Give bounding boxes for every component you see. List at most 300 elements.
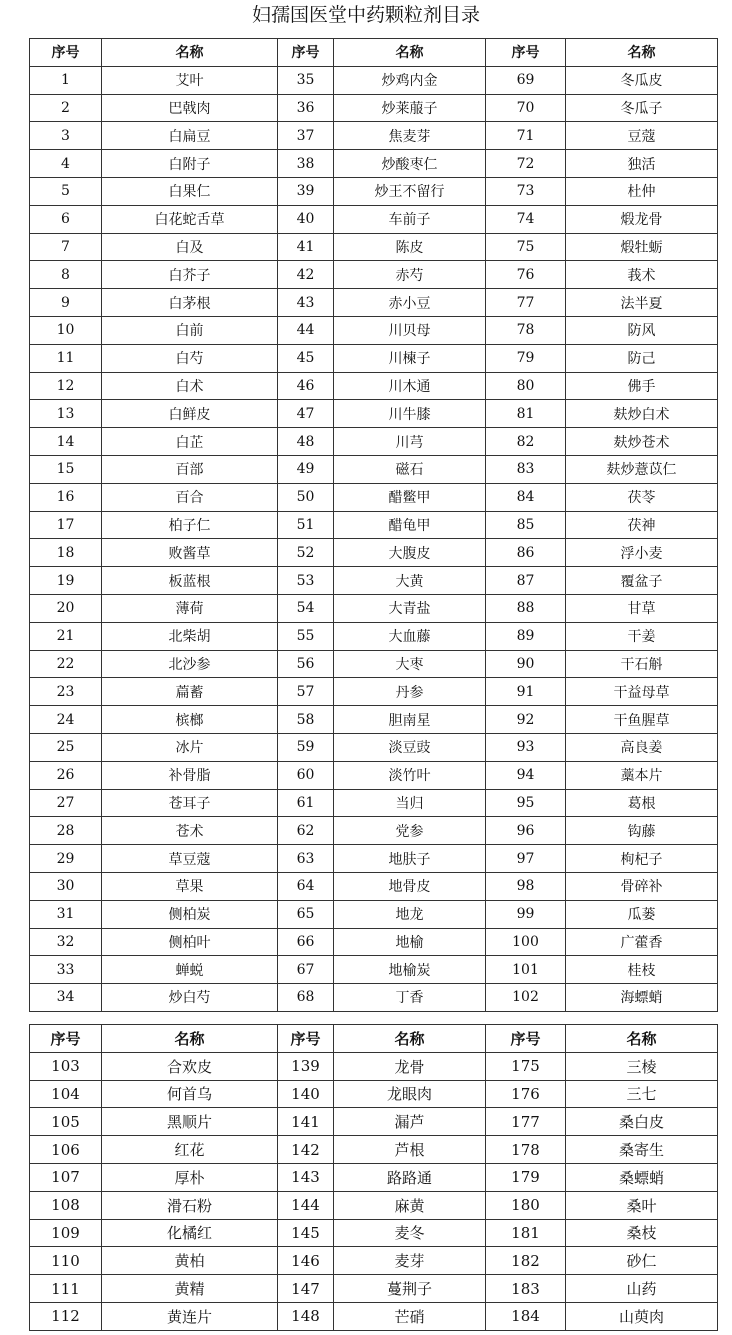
item-number-cell: 19 [30,567,102,595]
herb-name-cell: 黑顺片 [102,1108,278,1136]
table-row [30,789,718,817]
table-row [30,1302,718,1330]
table-row [30,984,718,1012]
item-number-cell: 76 [486,261,566,289]
column-header-number: 序号 [278,39,334,67]
herb-name-cell: 覆盆子 [566,567,718,595]
herb-name-cell: 桑螵蛸 [566,1163,718,1191]
herb-name-cell: 当归 [334,789,486,817]
herb-name-cell: 白果仁 [102,177,278,205]
item-number-cell: 1 [30,66,102,94]
table-row [30,845,718,873]
herb-name-cell: 麦芽 [334,1247,486,1275]
herb-name-cell: 川木通 [334,372,486,400]
item-number-cell: 61 [278,789,334,817]
item-number-cell: 139 [278,1052,334,1080]
herb-name-cell: 败酱草 [102,539,278,567]
herb-name-cell: 炒王不留行 [334,177,486,205]
herb-name-cell: 赤小豆 [334,289,486,317]
herb-name-cell: 龙眼肉 [334,1080,486,1108]
herb-name-cell: 艾叶 [102,66,278,94]
herb-name-cell: 胆南星 [334,706,486,734]
table-row [30,94,718,122]
item-number-cell: 5 [30,177,102,205]
item-number-cell: 77 [486,289,566,317]
table-row [30,678,718,706]
item-number-cell: 43 [278,289,334,317]
item-number-cell: 93 [486,733,566,761]
herb-name-cell: 补骨脂 [102,761,278,789]
herb-name-cell: 钩藤 [566,817,718,845]
item-number-cell: 100 [486,928,566,956]
item-number-cell: 180 [486,1191,566,1219]
herb-name-cell: 黄连片 [102,1302,278,1330]
herb-name-cell: 枸杞子 [566,845,718,873]
item-number-cell: 21 [30,622,102,650]
column-header-name: 名称 [334,1025,486,1053]
item-number-cell: 69 [486,66,566,94]
herb-name-cell: 黄柏 [102,1247,278,1275]
column-header-number: 序号 [30,39,102,67]
item-number-cell: 28 [30,817,102,845]
herb-name-cell: 地龙 [334,900,486,928]
table-row [30,1191,718,1219]
item-number-cell: 78 [486,316,566,344]
item-number-cell: 57 [278,678,334,706]
herb-name-cell: 麻黄 [334,1191,486,1219]
table-row [30,733,718,761]
herb-name-cell: 茯苓 [566,483,718,511]
table-row [30,567,718,595]
herb-name-cell: 白附子 [102,150,278,178]
table-row [30,1219,718,1247]
herb-name-cell: 磁石 [334,455,486,483]
herb-name-cell: 淡竹叶 [334,761,486,789]
table-header-row [30,1025,718,1053]
herb-name-cell: 百部 [102,455,278,483]
herb-name-cell: 冬瓜子 [566,94,718,122]
table-row [30,428,718,456]
herb-name-cell: 侧柏叶 [102,928,278,956]
herb-name-cell: 白扁豆 [102,122,278,150]
item-number-cell: 146 [278,1247,334,1275]
herb-name-cell: 白花蛇舌草 [102,205,278,233]
herb-name-cell: 炒莱菔子 [334,94,486,122]
item-number-cell: 4 [30,150,102,178]
herb-name-cell: 防己 [566,344,718,372]
catalog-table-1 [29,38,718,1012]
catalog-table-2 [29,1024,718,1331]
item-number-cell: 36 [278,94,334,122]
herb-name-cell: 地榆 [334,928,486,956]
item-number-cell: 40 [278,205,334,233]
item-number-cell: 86 [486,539,566,567]
item-number-cell: 55 [278,622,334,650]
table-row [30,1136,718,1164]
table-row [30,455,718,483]
herb-name-cell: 大腹皮 [334,539,486,567]
herb-name-cell: 漏芦 [334,1108,486,1136]
table-row [30,205,718,233]
herb-name-cell: 蔓荆子 [334,1275,486,1303]
herb-name-cell: 川牛膝 [334,400,486,428]
column-header-name: 名称 [102,1025,278,1053]
item-number-cell: 51 [278,511,334,539]
herb-name-cell: 薄荷 [102,594,278,622]
herb-name-cell: 白芥子 [102,261,278,289]
herb-name-cell: 炒白芍 [102,984,278,1012]
herb-name-cell: 桑枝 [566,1219,718,1247]
herb-name-cell: 芦根 [334,1136,486,1164]
table-row [30,650,718,678]
catalog-table-1-body [30,66,718,1011]
item-number-cell: 106 [30,1136,102,1164]
herb-name-cell: 煅牡蛎 [566,233,718,261]
catalog-table-2-body [30,1052,718,1330]
herb-name-cell: 陈皮 [334,233,486,261]
herb-name-cell: 大黄 [334,567,486,595]
table-row [30,483,718,511]
table-row [30,66,718,94]
table-row [30,706,718,734]
herb-name-cell: 龙骨 [334,1052,486,1080]
item-number-cell: 18 [30,539,102,567]
herb-name-cell: 干益母草 [566,678,718,706]
item-number-cell: 56 [278,650,334,678]
item-number-cell: 20 [30,594,102,622]
item-number-cell: 26 [30,761,102,789]
item-number-cell: 177 [486,1108,566,1136]
herb-name-cell: 三棱 [566,1052,718,1080]
table-row [30,872,718,900]
column-header-name: 名称 [566,39,718,67]
herb-name-cell: 桑寄生 [566,1136,718,1164]
herb-name-cell: 槟榔 [102,706,278,734]
herb-name-cell: 厚朴 [102,1163,278,1191]
item-number-cell: 141 [278,1108,334,1136]
column-header-name: 名称 [566,1025,718,1053]
table-row [30,289,718,317]
item-number-cell: 84 [486,483,566,511]
item-number-cell: 7 [30,233,102,261]
item-number-cell: 48 [278,428,334,456]
item-number-cell: 179 [486,1163,566,1191]
item-number-cell: 143 [278,1163,334,1191]
table-row [30,1163,718,1191]
herb-name-cell: 川芎 [334,428,486,456]
item-number-cell: 8 [30,261,102,289]
item-number-cell: 13 [30,400,102,428]
herb-name-cell: 蝉蜕 [102,956,278,984]
item-number-cell: 71 [486,122,566,150]
item-number-cell: 73 [486,177,566,205]
item-number-cell: 109 [30,1219,102,1247]
table-row [30,344,718,372]
item-number-cell: 31 [30,900,102,928]
item-number-cell: 35 [278,66,334,94]
item-number-cell: 3 [30,122,102,150]
table-row [30,122,718,150]
herb-name-cell: 藁本片 [566,761,718,789]
item-number-cell: 176 [486,1080,566,1108]
herb-name-cell: 杜仲 [566,177,718,205]
herb-name-cell: 滑石粉 [102,1191,278,1219]
herb-name-cell: 豆蔻 [566,122,718,150]
table-row [30,1275,718,1303]
table-row [30,956,718,984]
item-number-cell: 2 [30,94,102,122]
item-number-cell: 103 [30,1052,102,1080]
item-number-cell: 184 [486,1302,566,1330]
table-row [30,372,718,400]
column-header-number: 序号 [30,1025,102,1053]
item-number-cell: 80 [486,372,566,400]
item-number-cell: 83 [486,455,566,483]
item-number-cell: 42 [278,261,334,289]
herb-name-cell: 巴戟肉 [102,94,278,122]
item-number-cell: 74 [486,205,566,233]
herb-name-cell: 桑白皮 [566,1108,718,1136]
item-number-cell: 27 [30,789,102,817]
table-row [30,1108,718,1136]
herb-name-cell: 车前子 [334,205,486,233]
herb-name-cell: 桑叶 [566,1191,718,1219]
herb-name-cell: 醋龟甲 [334,511,486,539]
item-number-cell: 91 [486,678,566,706]
herb-name-cell: 白芍 [102,344,278,372]
herb-name-cell: 三七 [566,1080,718,1108]
item-number-cell: 148 [278,1302,334,1330]
herb-name-cell: 红花 [102,1136,278,1164]
herb-name-cell: 萹蓄 [102,678,278,706]
herb-name-cell: 化橘红 [102,1219,278,1247]
item-number-cell: 66 [278,928,334,956]
herb-name-cell: 大枣 [334,650,486,678]
column-header-name: 名称 [334,39,486,67]
herb-name-cell: 大青盐 [334,594,486,622]
item-number-cell: 79 [486,344,566,372]
table-row [30,817,718,845]
item-number-cell: 25 [30,733,102,761]
item-number-cell: 99 [486,900,566,928]
herb-name-cell: 白芷 [102,428,278,456]
herb-name-cell: 麦冬 [334,1219,486,1247]
item-number-cell: 33 [30,956,102,984]
item-number-cell: 15 [30,455,102,483]
herb-name-cell: 百合 [102,483,278,511]
herb-name-cell: 地榆炭 [334,956,486,984]
table-row [30,1052,718,1080]
item-number-cell: 147 [278,1275,334,1303]
item-number-cell: 11 [30,344,102,372]
herb-name-cell: 北柴胡 [102,622,278,650]
item-number-cell: 37 [278,122,334,150]
herb-name-cell: 焦麦芽 [334,122,486,150]
item-number-cell: 65 [278,900,334,928]
herb-name-cell: 莪术 [566,261,718,289]
herb-name-cell: 炒酸枣仁 [334,150,486,178]
herb-name-cell: 茯神 [566,511,718,539]
item-number-cell: 63 [278,845,334,873]
herb-name-cell: 防风 [566,316,718,344]
table-row [30,150,718,178]
item-number-cell: 182 [486,1247,566,1275]
herb-name-cell: 砂仁 [566,1247,718,1275]
item-number-cell: 102 [486,984,566,1012]
item-number-cell: 50 [278,483,334,511]
item-number-cell: 52 [278,539,334,567]
item-number-cell: 59 [278,733,334,761]
item-number-cell: 140 [278,1080,334,1108]
herb-name-cell: 山药 [566,1275,718,1303]
item-number-cell: 75 [486,233,566,261]
herb-name-cell: 麸炒苍术 [566,428,718,456]
herb-name-cell: 草果 [102,872,278,900]
item-number-cell: 6 [30,205,102,233]
item-number-cell: 16 [30,483,102,511]
column-header-number: 序号 [486,39,566,67]
item-number-cell: 17 [30,511,102,539]
item-number-cell: 96 [486,817,566,845]
table-header-row [30,39,718,67]
column-header-number: 序号 [486,1025,566,1053]
table-row [30,539,718,567]
herb-name-cell: 大血藤 [334,622,486,650]
page-title: 妇孺国医堂中药颗粒剂目录 [251,4,480,26]
herb-name-cell: 侧柏炭 [102,900,278,928]
item-number-cell: 14 [30,428,102,456]
item-number-cell: 181 [486,1219,566,1247]
item-number-cell: 92 [486,706,566,734]
item-number-cell: 97 [486,845,566,873]
herb-name-cell: 路路通 [334,1163,486,1191]
herb-name-cell: 北沙参 [102,650,278,678]
item-number-cell: 38 [278,150,334,178]
item-number-cell: 104 [30,1080,102,1108]
herb-name-cell: 板蓝根 [102,567,278,595]
item-number-cell: 178 [486,1136,566,1164]
item-number-cell: 94 [486,761,566,789]
item-number-cell: 95 [486,789,566,817]
item-number-cell: 53 [278,567,334,595]
item-number-cell: 175 [486,1052,566,1080]
item-number-cell: 47 [278,400,334,428]
herb-name-cell: 川贝母 [334,316,486,344]
item-number-cell: 41 [278,233,334,261]
item-number-cell: 144 [278,1191,334,1219]
herb-name-cell: 骨碎补 [566,872,718,900]
herb-name-cell: 草豆蔻 [102,845,278,873]
column-header-name: 名称 [102,39,278,67]
herb-name-cell: 丹参 [334,678,486,706]
item-number-cell: 9 [30,289,102,317]
item-number-cell: 34 [30,984,102,1012]
herb-name-cell: 葛根 [566,789,718,817]
table-row [30,233,718,261]
item-number-cell: 72 [486,150,566,178]
herb-name-cell: 淡豆豉 [334,733,486,761]
item-number-cell: 110 [30,1247,102,1275]
herb-name-cell: 川楝子 [334,344,486,372]
herb-name-cell: 醋鳖甲 [334,483,486,511]
column-header-number: 序号 [278,1025,334,1053]
table-row [30,928,718,956]
item-number-cell: 62 [278,817,334,845]
item-number-cell: 112 [30,1302,102,1330]
item-number-cell: 145 [278,1219,334,1247]
herb-name-cell: 高良姜 [566,733,718,761]
herb-name-cell: 佛手 [566,372,718,400]
item-number-cell: 22 [30,650,102,678]
herb-name-cell: 地骨皮 [334,872,486,900]
item-number-cell: 29 [30,845,102,873]
item-number-cell: 58 [278,706,334,734]
herb-name-cell: 浮小麦 [566,539,718,567]
item-number-cell: 60 [278,761,334,789]
item-number-cell: 44 [278,316,334,344]
item-number-cell: 82 [486,428,566,456]
item-number-cell: 49 [278,455,334,483]
table-row [30,761,718,789]
herb-name-cell: 白术 [102,372,278,400]
herb-name-cell: 柏子仁 [102,511,278,539]
item-number-cell: 45 [278,344,334,372]
herb-name-cell: 白鲜皮 [102,400,278,428]
item-number-cell: 105 [30,1108,102,1136]
item-number-cell: 30 [30,872,102,900]
herb-name-cell: 干姜 [566,622,718,650]
herb-name-cell: 麸炒白术 [566,400,718,428]
herb-name-cell: 海螵蛸 [566,984,718,1012]
table-row [30,1247,718,1275]
herb-name-cell: 干鱼腥草 [566,706,718,734]
table-row [30,177,718,205]
table-row [30,594,718,622]
herb-name-cell: 法半夏 [566,289,718,317]
item-number-cell: 108 [30,1191,102,1219]
item-number-cell: 89 [486,622,566,650]
item-number-cell: 87 [486,567,566,595]
item-number-cell: 68 [278,984,334,1012]
item-number-cell: 10 [30,316,102,344]
herb-name-cell: 干石斛 [566,650,718,678]
item-number-cell: 54 [278,594,334,622]
herb-name-cell: 冬瓜皮 [566,66,718,94]
table-row [30,511,718,539]
item-number-cell: 39 [278,177,334,205]
herb-name-cell: 合欢皮 [102,1052,278,1080]
item-number-cell: 101 [486,956,566,984]
table-row [30,261,718,289]
herb-name-cell: 黄精 [102,1275,278,1303]
herb-name-cell: 甘草 [566,594,718,622]
item-number-cell: 12 [30,372,102,400]
herb-name-cell: 独活 [566,150,718,178]
herb-name-cell: 麸炒薏苡仁 [566,455,718,483]
herb-name-cell: 地肤子 [334,845,486,873]
herb-name-cell: 芒硝 [334,1302,486,1330]
herb-name-cell: 桂枝 [566,956,718,984]
herb-name-cell: 苍耳子 [102,789,278,817]
herb-name-cell: 山萸肉 [566,1302,718,1330]
item-number-cell: 81 [486,400,566,428]
herb-name-cell: 何首乌 [102,1080,278,1108]
item-number-cell: 107 [30,1163,102,1191]
herb-name-cell: 炒鸡内金 [334,66,486,94]
herb-name-cell: 赤芍 [334,261,486,289]
herb-name-cell: 广藿香 [566,928,718,956]
item-number-cell: 64 [278,872,334,900]
